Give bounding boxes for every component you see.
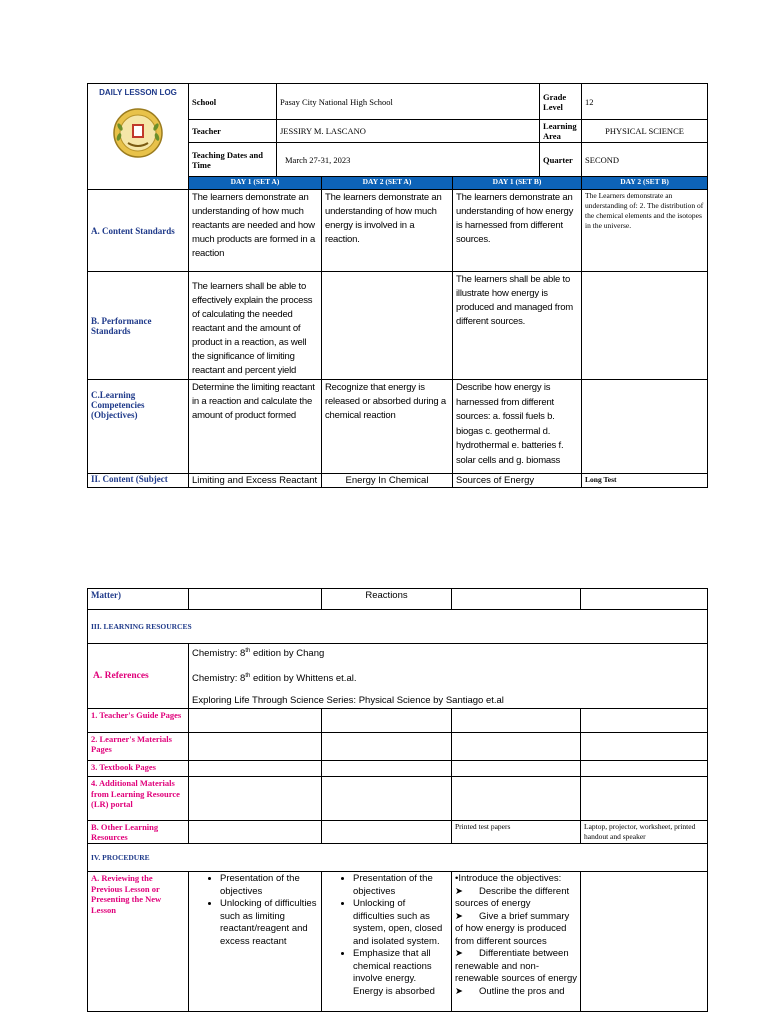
procedure-day2-item: • Unlocking of difficulties such as system, open, closed and isolated system.	[353, 898, 448, 948]
procedure-day2-item: • Presentation of the objectives	[353, 873, 448, 898]
am-day4	[581, 777, 708, 821]
quarter-value: SECOND	[582, 143, 708, 177]
procedure-day3-item: ➤ Differentiate between renewable and non-renewable sources of energy	[455, 948, 577, 985]
procedure-day2-item: • Emphasize that all chemical reactions involve energy. Energy is absorbed	[353, 948, 448, 998]
procedure-day3-item: ➤ Outline the pros and	[455, 985, 565, 997]
tb-day3	[452, 761, 581, 777]
tb-day2	[322, 761, 452, 777]
teachers-guide-label: 1. Teacher's Guide Pages	[88, 709, 189, 733]
other-resources-label: B. Other Learning Resources	[88, 821, 189, 844]
content-subject-day2: Energy In Chemical	[322, 474, 453, 488]
log-title: DAILY LESSON LOG	[99, 88, 177, 97]
procedure-day3-item: ➤ Give a brief summary of how energy is produced from different sources	[455, 910, 570, 947]
dates-value: March 27-31, 2023	[277, 143, 540, 177]
performance-standard-day1: The learners shall be able to effectively explain the process of calculating the needed reactant and the amount of product in a reaction, as well the significance of limiting reactant and percent yield	[189, 272, 322, 380]
procedure-section: IV. PROCEDURE	[88, 844, 708, 872]
references-cell	[189, 644, 708, 709]
content-subject-day1: Limiting and Excess Reactant	[189, 474, 322, 488]
day-header-2: DAY 2 (SET A)	[322, 177, 453, 190]
am-day3	[452, 777, 581, 821]
lm-day1	[189, 733, 322, 761]
content-subject-day4: Long Test	[582, 474, 708, 488]
teacher-label: Teacher	[189, 120, 277, 143]
day-header-3: DAY 1 (SET B)	[453, 177, 582, 190]
content-standard-day4: The Learners demonstrate an understanding of: 2. The distribution of the chemical elements and the isotopes in the universe.	[582, 190, 708, 272]
content-standards-label: A. Content Standards	[88, 190, 189, 272]
procedure-day4	[581, 872, 708, 1012]
learners-materials-label: 2. Learner's Materials Pages	[88, 733, 189, 761]
reference-2: Chemistry: 8th edition by Whittens et.al.	[192, 673, 357, 685]
content-standard-day3: The learners demonstrate an understanding of how energy is harnessed from different sources.	[453, 190, 582, 272]
tg-day2	[322, 709, 452, 733]
day-header-spacer	[88, 177, 189, 190]
competencies-label: C.Learning Competencies (Objectives)	[88, 380, 189, 474]
reference-1: Chemistry: 8th edition by Chang	[192, 648, 325, 660]
arrow-icon: ➤	[455, 985, 463, 997]
textbook-pages-label: 3. Textbook Pages	[88, 761, 189, 777]
lesson-log-table-bottom	[87, 588, 708, 1012]
procedure-day3-item: ➤ Describe the different sources of energy	[455, 885, 570, 910]
other-resources-day3: Printed test papers	[452, 821, 581, 844]
performance-standard-day4	[582, 272, 708, 380]
or-day1	[189, 821, 322, 844]
content-subject-label: II. Content (Subject	[88, 474, 189, 488]
school-value: Pasay City National High School	[277, 84, 540, 120]
am-day2	[322, 777, 452, 821]
teacher-value: JESSIRY M. LASCANO	[277, 120, 540, 143]
subject-cont-day3	[452, 589, 581, 610]
learning-resources-section: III. LEARNING RESOURCES	[88, 610, 708, 644]
performance-standard-day2	[322, 272, 453, 380]
performance-standard-day3: The learners shall be able to illustrate how energy is produced and managed from different sources.	[453, 272, 582, 380]
arrow-icon: ➤	[455, 885, 463, 897]
lm-day4	[581, 733, 708, 761]
tb-day1	[189, 761, 322, 777]
procedure-day1-item: • Presentation of the objectives	[220, 873, 318, 898]
competency-day4	[582, 380, 708, 474]
grade-label: Grade Level	[540, 84, 582, 120]
lm-day3	[452, 733, 581, 761]
am-day1	[189, 777, 322, 821]
or-day2	[322, 821, 452, 844]
other-resources-day4: Laptop, projector, worksheet, printed handout and speaker	[581, 821, 708, 844]
tg-day4	[581, 709, 708, 733]
dates-label: Teaching Dates and Time	[189, 143, 277, 177]
references-label: A. References	[88, 644, 189, 709]
procedure-day1	[189, 872, 322, 1012]
tb-day4	[581, 761, 708, 777]
area-value: PHYSICAL SCIENCE	[582, 120, 708, 143]
performance-standards-label: B. Performance Standards	[88, 272, 189, 380]
school-label: School	[189, 84, 277, 120]
subject-cont-day1	[189, 589, 322, 610]
area-label: Learning Area	[540, 120, 582, 143]
procedure-day3	[452, 872, 581, 1012]
school-seal-logo	[112, 107, 164, 159]
lesson-log-table-top	[87, 83, 708, 488]
reference-3: Exploring Life Through Science Series: Physical Science by Santiago et.al	[192, 695, 504, 707]
procedure-day1-item: • Unlocking of difficulties such as limiting reactant/reagent and excess reactant	[220, 898, 318, 948]
lm-day2	[322, 733, 452, 761]
tg-day1	[189, 709, 322, 733]
subject-cont-day4	[581, 589, 708, 610]
reviewing-lesson-label: A. Reviewing the Previous Lesson or Presenting the New Lesson	[88, 872, 189, 1012]
content-subject-label-cont: Matter)	[88, 589, 189, 610]
quarter-label: Quarter	[540, 143, 582, 177]
arrow-icon: ➤	[455, 948, 463, 960]
arrow-icon: ➤	[455, 910, 463, 922]
procedure-day2	[322, 872, 452, 1012]
logo-cell	[88, 84, 189, 177]
grade-value: 12	[582, 84, 708, 120]
content-standard-day1: The learners demonstrate an understanding of how much reactants are needed and how much products are formed in a reaction	[189, 190, 322, 272]
day-header-4: DAY 2 (SET B)	[582, 177, 708, 190]
competency-day3: Describe how energy is harnessed from different sources: a. fossil fuels b. biogas c. geothermal d. hydrothermal e. batteries f. solar cells and g. biomass	[453, 380, 582, 474]
day-header-1: DAY 1 (SET A)	[189, 177, 322, 190]
additional-materials-label: 4. Additional Materials from Learning Resource (LR) portal	[88, 777, 189, 821]
subject-cont-day2: Reactions	[322, 589, 452, 610]
procedure-day3-intro: •Introduce the objectives:	[455, 873, 562, 885]
content-subject-day3: Sources of Energy	[453, 474, 582, 488]
tg-day3	[452, 709, 581, 733]
competency-day2: Recognize that energy is released or absorbed during a chemical reaction	[322, 380, 453, 474]
content-standard-day2: The learners demonstrate an understanding of how much energy is involved in a reaction.	[322, 190, 453, 272]
competency-day1: Determine the limiting reactant in a reaction and calculate the amount of product formed	[189, 380, 322, 474]
